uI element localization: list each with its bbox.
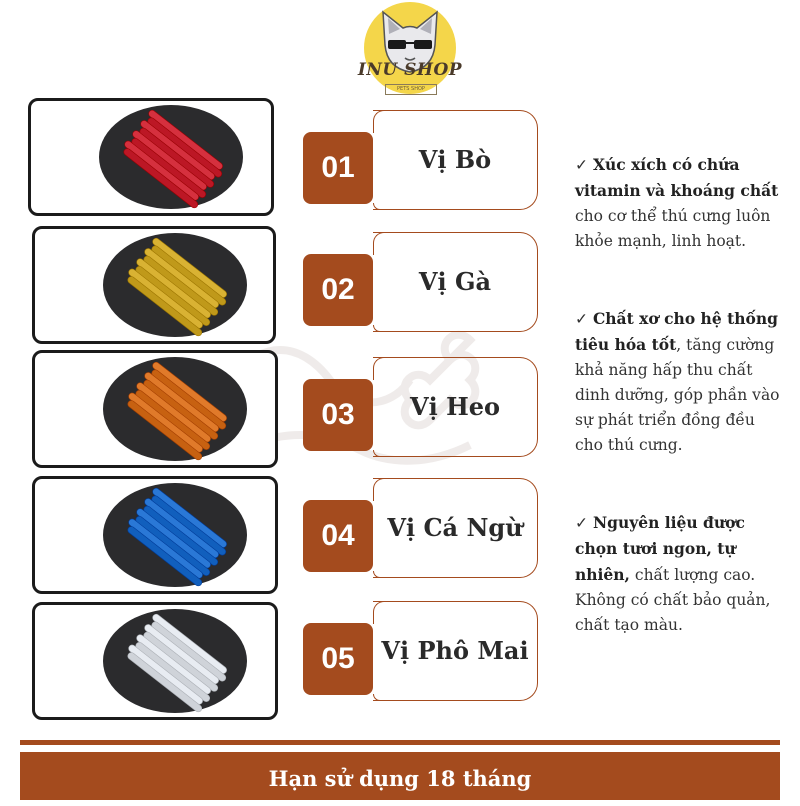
check-icon: ✓ [575, 156, 588, 174]
flavor-number-badge: 03 [303, 379, 373, 451]
sausage-plate-icon [35, 605, 275, 717]
benefit-highlight: Nguyên liệu được chọn tươi ngon, tự nhiên, [575, 513, 745, 584]
flavor-name: Vị Phô Mai [381, 636, 529, 665]
flavor-name: Vị Heo [409, 392, 501, 421]
benefit-highlight: Chất xơ cho hệ thống tiêu hóa tốt [575, 309, 778, 354]
product-image-chicken [32, 226, 276, 344]
footer-banner: Hạn sử dụng 18 tháng [20, 752, 780, 800]
inu-shop-logo [355, 0, 465, 110]
flavor-name-box [373, 357, 538, 457]
sausage-plate-icon [31, 101, 271, 213]
check-icon: ✓ [575, 310, 588, 328]
benefit-fiber [575, 306, 780, 458]
flavor-number-badge: 04 [303, 500, 373, 572]
logo-tagline: PETS SHOP [385, 84, 437, 95]
benefit-vitamins [575, 152, 780, 254]
benefit-ingredients [575, 510, 780, 638]
benefit-text: , tăng cường khả năng hấp thu chất dinh dưỡng, góp phần vào sự phát triển đồng đều cho thú cưng. [575, 336, 780, 454]
flavor-item-03 [303, 357, 543, 462]
benefit-highlight: Xúc xích có chứa vitamin và khoáng chất [575, 155, 779, 200]
flavor-name-box [373, 601, 538, 701]
flavor-number-badge: 05 [303, 623, 373, 695]
flavor-item-04 [303, 478, 543, 583]
flavor-name: Vị Cá Ngừ [387, 513, 523, 542]
product-image-beef [28, 98, 274, 216]
footer-divider [20, 740, 780, 745]
sausage-plate-icon [35, 479, 275, 591]
check-icon: ✓ [575, 514, 588, 532]
flavor-item-01 [303, 110, 543, 215]
logo-brand-name: INU SHOP [357, 60, 463, 80]
flavor-item-02 [303, 232, 543, 337]
flavor-name-box [373, 478, 538, 578]
benefit-text: chất lượng cao. Không có chất bảo quản, chất tạo màu. [575, 566, 771, 634]
flavor-item-05 [303, 601, 543, 706]
flavor-number-badge: 02 [303, 254, 373, 326]
flavor-name-box [373, 110, 538, 210]
flavor-number-badge: 01 [303, 132, 373, 204]
benefit-text: cho cơ thể thú cưng luôn khỏe mạnh, linh hoạt. [575, 207, 771, 250]
product-image-pork [32, 350, 278, 468]
flavor-name-box [373, 232, 538, 332]
product-image-tuna [32, 476, 278, 594]
product-image-cheese [32, 602, 278, 720]
flavor-name: Vị Gà [418, 267, 492, 296]
flavor-name: Vị Bò [418, 145, 492, 174]
sausage-plate-icon [35, 353, 275, 465]
sausage-plate-icon [35, 229, 273, 341]
